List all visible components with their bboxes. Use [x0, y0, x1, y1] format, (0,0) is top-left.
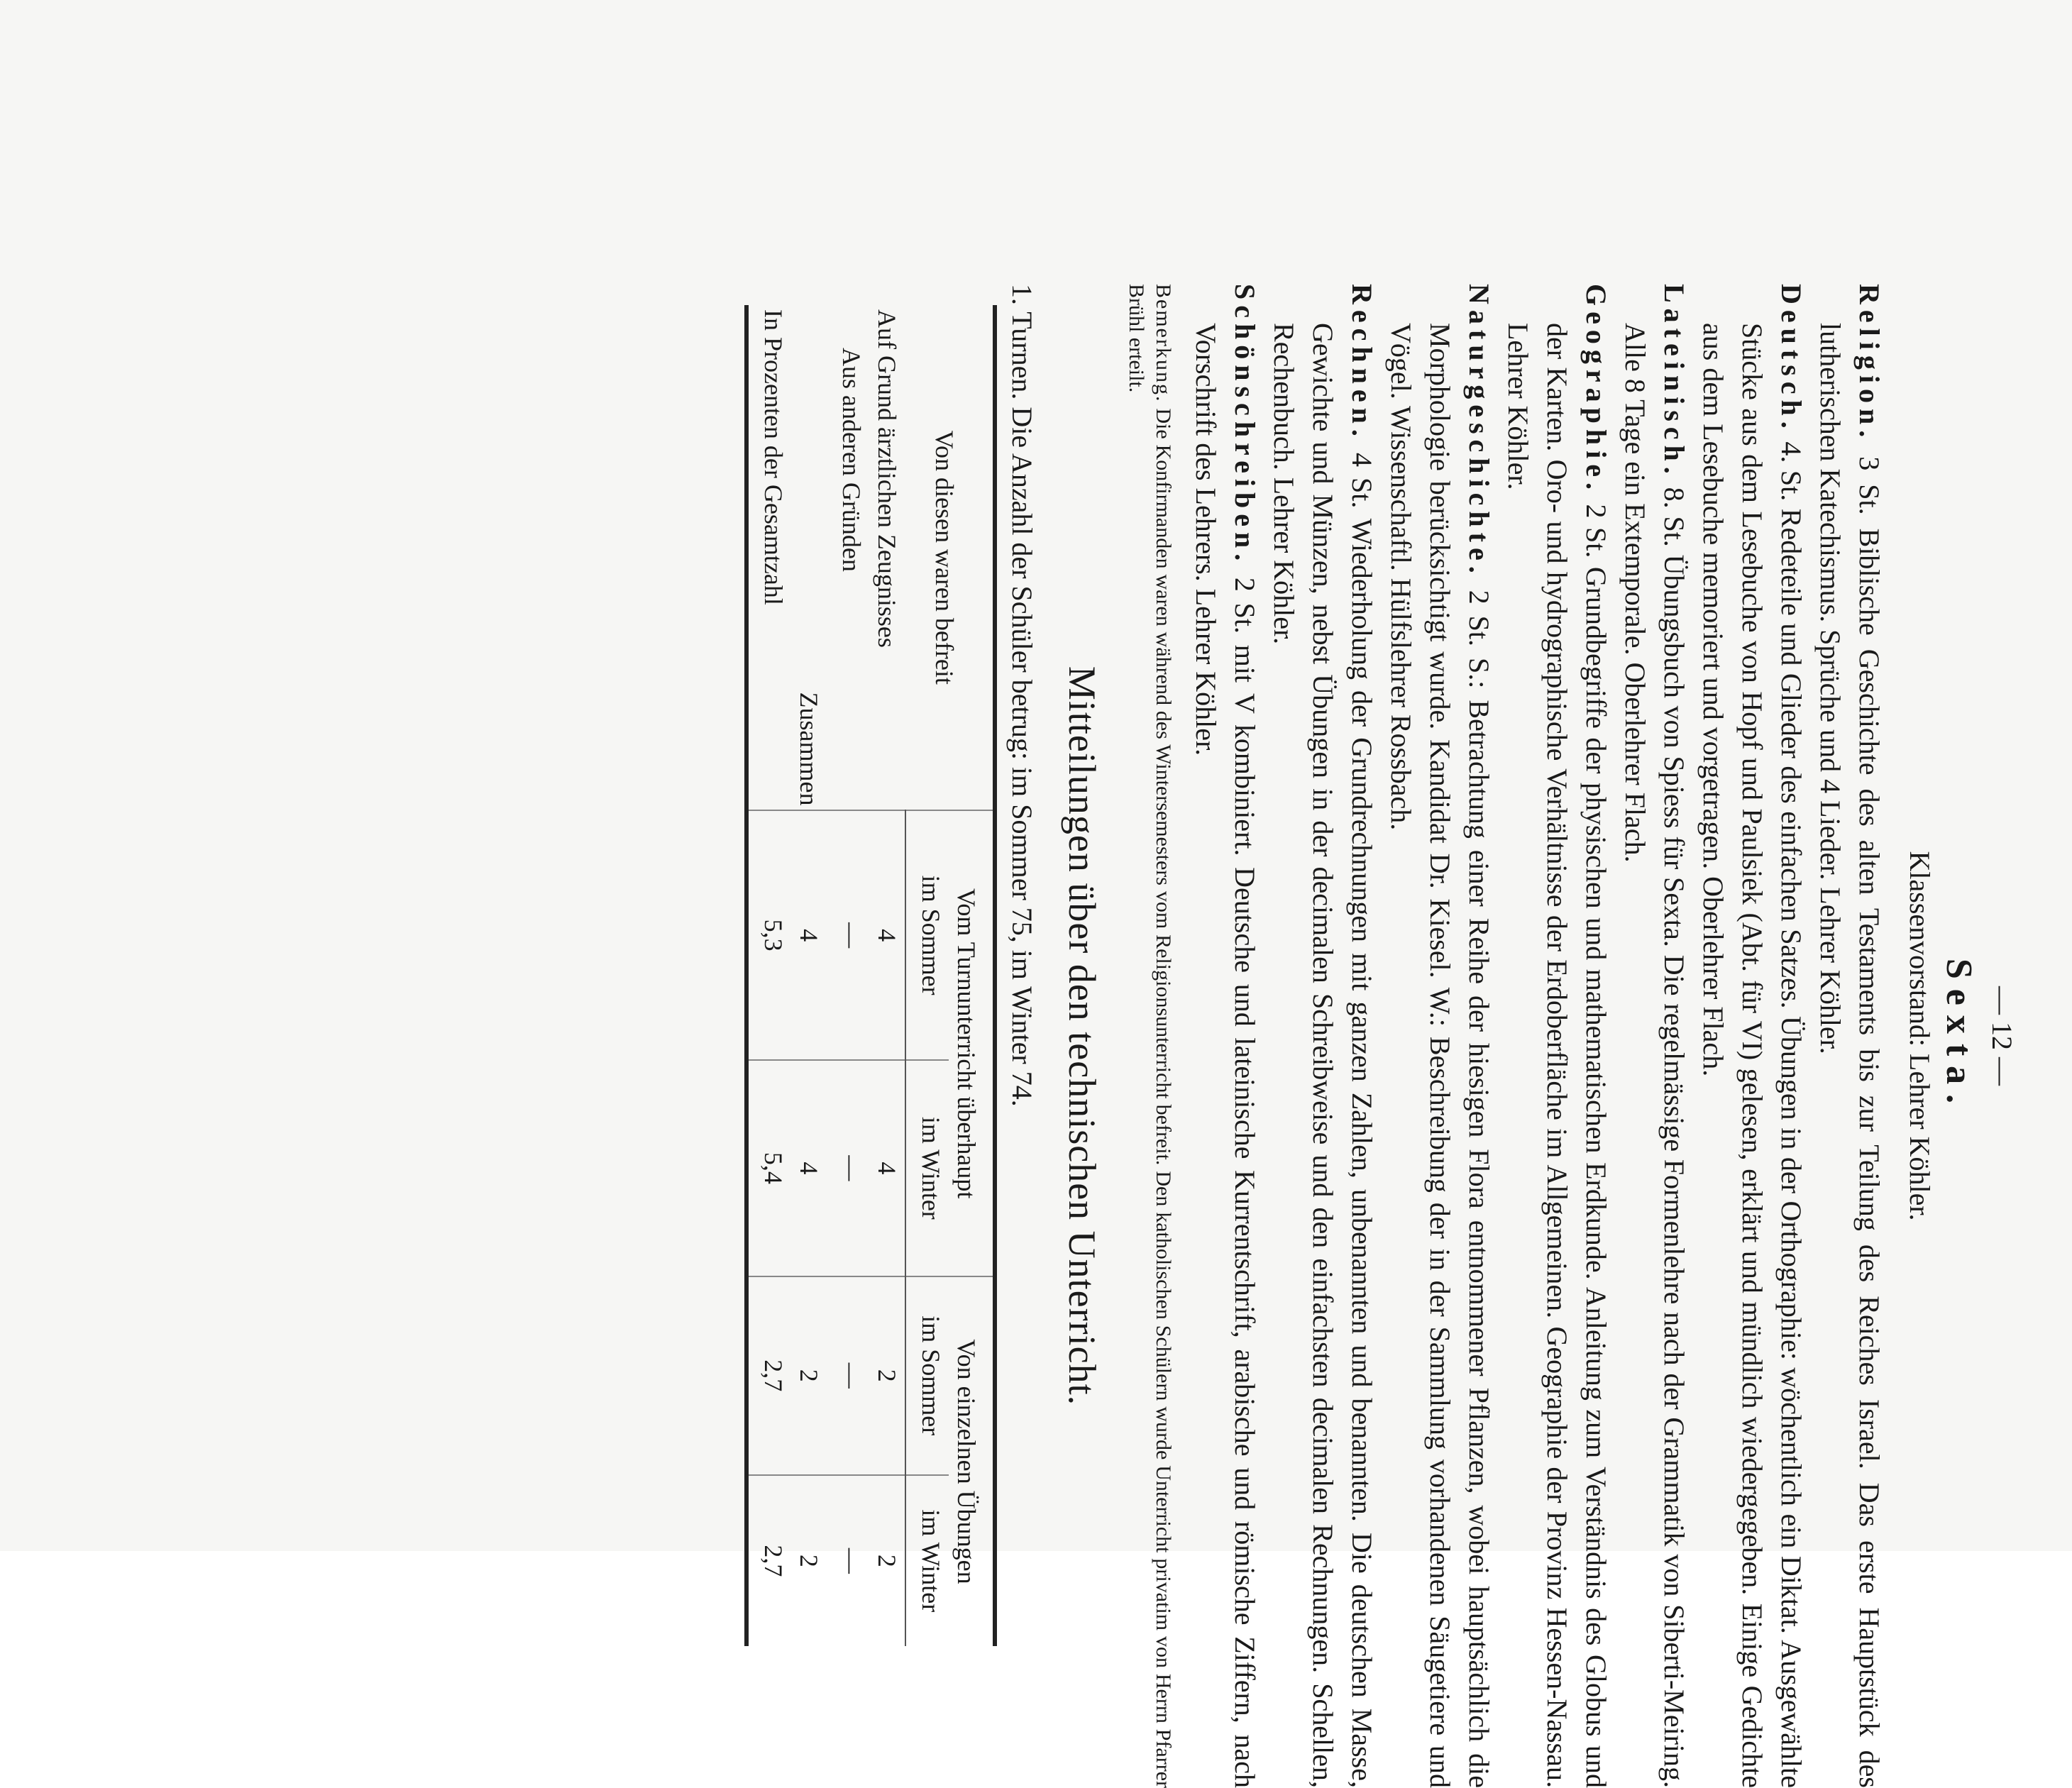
remark-label: Bemerkung.: [1152, 284, 1175, 403]
group-header: Von einzelnen Übungen: [949, 1276, 995, 1646]
subject-entry: [1382, 284, 1499, 1788]
table-cell: 4: [869, 810, 905, 1059]
subject-text: 2 St. Grundbegriffe der physischen und mathematischen Erdkunde. Anleitung zum Verständnis des Globus und der Karten. Oro- und hydrographische Verhältnisse der Erdoberfläche im Allgemeinen. Geographie der Provinz Hessen-Nassau. Lehrer Köhler.: [1502, 323, 1612, 1788]
subject-entry: [1186, 284, 1264, 1788]
table-cell: 2: [869, 1475, 905, 1646]
row-label: In Prozenten der Gesamtzahl: [746, 305, 791, 810]
table-cell: 2,7: [746, 1475, 791, 1646]
class-title: Sexta.: [1939, 958, 1979, 1114]
subject-text: 8. St. Übungsbuch von Spiess für Sexta. Die regelmässige Formenlehre nach der Grammatik von Siberti-Meiring. Alle 8 Tage ein Extemporale. Oberlehrer Flach.: [1619, 323, 1690, 1788]
page-content: [744, 284, 2019, 1788]
subject-name: Rechnen.: [1346, 284, 1378, 442]
subject-entry: [1499, 284, 1616, 1788]
subject-entry: [1694, 284, 1811, 1788]
exemption-table: [744, 305, 997, 1646]
subject-text: 4 St. Wiederholung der Grundrechnungen mit ganzen Zahlen, unbenannten und benannten. Die deutschen Masse, Gewichte und Münzen, nebst Übungen in der decimalen Schreibweise und den einfachsten decimalen Rechnungen. Schellen, Rechenbuch. Lehrer Köhler.: [1268, 323, 1378, 1788]
subject-text: 2 St. S.: Betrachtung einer Reihe der hiesigen Flora entnommener Pflanzen, wobei hauptsächlich die Morphologie berücksichtigt wurde. Kandidat Dr. Kiesel. W.: Beschreibung der in der Sammlung vorhandenen Säugetiere und Vögel. Wissenschaftl. Hülfslehrer Rossbach.: [1385, 323, 1495, 1788]
subject-name: Deutsch.: [1775, 284, 1807, 434]
table-cell: 5,4: [746, 1060, 791, 1276]
row-label: Auf Grund ärztlichen Zeugnisses: [873, 309, 902, 648]
table-cell: 4: [791, 1060, 834, 1276]
row-label: Aus anderen Gründen: [837, 348, 866, 572]
page-number: — 12 —: [1986, 986, 2018, 1086]
subject-text: 4. St. Redeteile und Glieder des einfachen Satzes. Übungen in der Orthographie: wöchentlich ein Diktat. Ausgewählte Stücke aus dem Lesebuche von Hopf und Paulsiek (Abt. für VI) gelesen, erklärt und mündlich wiedergegeben. Einige Gedichte aus dem Lesebuche memoriert und vorgetragen. Oberlehrer Flach.: [1697, 323, 1807, 1788]
row-label: Zusammen: [795, 692, 823, 806]
subject-name: Religion.: [1853, 284, 1885, 443]
table-cell: —: [834, 1475, 869, 1646]
table-cell: —: [834, 1276, 869, 1475]
sub-header: im Winter: [905, 1060, 949, 1276]
table-cell: 5,3: [746, 810, 791, 1059]
sub-header: im Sommer: [905, 810, 949, 1059]
group-header: Vom Turnunterricht überhaupt: [949, 810, 995, 1276]
section-title: Mitteilungen über den technischen Unterricht.: [1061, 666, 1103, 1406]
table-cell: —: [834, 810, 869, 1059]
table-row: [869, 305, 905, 1646]
turnen-intro: 1. Turnen. Die Anzahl der Schüler betrug: im Sommer 75, im Winter 74.: [1006, 284, 1038, 1107]
sub-header: im Winter: [905, 1475, 949, 1646]
subject-name: Schönschreiben.: [1229, 284, 1261, 567]
sub-header: im Sommer: [905, 1276, 949, 1475]
subject-entry: [1616, 284, 1694, 1788]
subject-entry: [1264, 284, 1382, 1788]
table-cell: —: [834, 1060, 869, 1276]
table-cell: 2: [791, 1475, 834, 1646]
table-cell: 4: [791, 810, 834, 1059]
table-cell: 2: [869, 1276, 905, 1475]
table-cell: 2: [791, 1276, 834, 1475]
remark-text: Die Konfirmanden waren während des Wintersemesters vom Religionsunterricht befreit. Den katholischen Schülern wurde Unterricht privatim von Herrn Pfarrer Brühl erteilt.: [1125, 284, 1175, 1788]
table-cell: 4: [869, 1060, 905, 1276]
table-row: [791, 305, 834, 1646]
subject-text: 3 St. Biblische Geschichte des alten Testaments bis zur Teilung des Reiches Israel. Das erste Hauptstück des lutherischen Katechismus. Sprüche und 4 Lieder. Lehrer Köhler.: [1814, 323, 1885, 1788]
table-row: [834, 305, 869, 1646]
remark: [1123, 284, 1176, 1788]
subject-text: 2 St. mit V kombiniert. Deutsche und lateinische Kurrentschrift, arabische und römische Ziffern, nach Vorschrift des Lehrers. Lehrer Köhler.: [1190, 323, 1261, 1788]
subject-name: Naturgeschichte.: [1463, 284, 1495, 579]
class-teacher: Klassenvorstand: Lehrer Köhler.: [1904, 851, 1936, 1221]
table-row: [746, 305, 791, 1646]
subject-entry: [1811, 284, 1889, 1788]
subject-name: Lateinisch.: [1658, 284, 1690, 480]
subject-list: [1186, 284, 1889, 1788]
table-cell: 2,7: [746, 1276, 791, 1475]
subject-name: Geographie.: [1580, 284, 1612, 495]
row-header: Von diesen waren befreit: [905, 305, 995, 810]
